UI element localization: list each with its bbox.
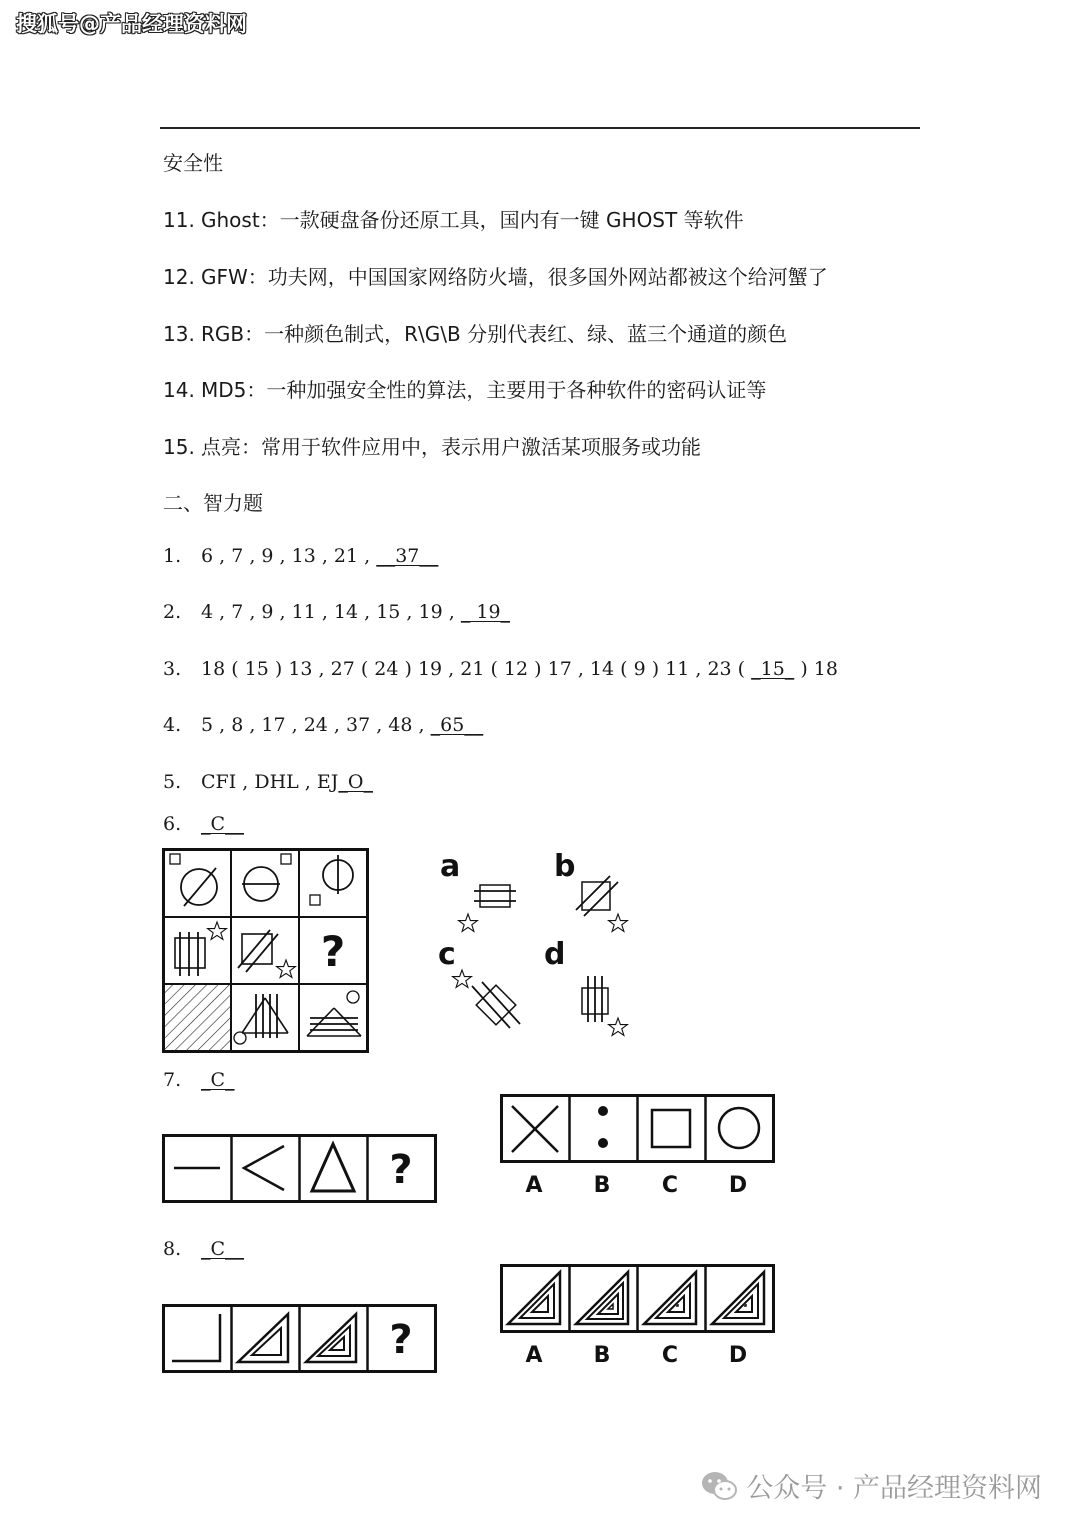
puzzle-6-label: 6. _C__ (163, 813, 245, 835)
option-C-label: C (661, 1343, 679, 1368)
puzzle-8-label: 8. _C__ (163, 1238, 245, 1260)
question-mark: ? (389, 1317, 413, 1363)
puzzle-6-options (432, 846, 642, 1042)
puzzle-8-options (500, 1264, 776, 1370)
option-d-label: d (544, 937, 566, 972)
puzzle-item: 2. 4 , 7 , 9 , 11 , 14 , 15 , 19 , _ 19_ (163, 601, 511, 623)
term-item: 13. RGB：一种颜色制式，R\G\B 分别代表红、绿、蓝三个通道的颜色 (163, 322, 788, 346)
puzzle-item: 1. 6 , 7 , 9 , 13 , 21 , __37__ (163, 545, 439, 567)
puzzle-7-options (500, 1094, 776, 1200)
option-B-label: B (593, 1343, 611, 1368)
section-title-puzzles: 二、智力题 (163, 491, 263, 515)
option-b-label: b (554, 849, 576, 884)
option-C-label: C (661, 1173, 679, 1198)
puzzle-8-sequence (162, 1304, 438, 1374)
option-A-label: A (525, 1343, 543, 1368)
option-c-label: c (438, 937, 456, 972)
section-title-security: 安全性 (163, 151, 223, 175)
puzzle-6-grid (162, 848, 370, 1054)
option-A-label: A (525, 1173, 543, 1198)
puzzle-item: 4. 5 , 8 , 17 , 24 , 37 , 48 , _65__ (163, 714, 484, 736)
term-item: 14. MD5：一种加强安全性的算法，主要用于各种软件的密码认证等 (163, 378, 767, 402)
divider (160, 127, 920, 129)
term-item: 11. Ghost：一款硬盘备份还原工具，国内有一键 GHOST 等软件 (163, 208, 744, 232)
puzzle-item: 5. CFI , DHL , EJ_O_ (163, 771, 373, 793)
term-item: 15. 点亮：常用于软件应用中，表示用户激活某项服务或功能 (163, 435, 701, 459)
question-mark: ? (389, 1147, 413, 1193)
option-D-label: D (728, 1343, 748, 1368)
puzzle-7-label: 7. _C_ (163, 1069, 235, 1091)
puzzle-item: 3. 18 ( 15 ) 13 , 27 ( 24 ) 19 , 21 ( 12 ) 17 , 14 ( 9 ) 11 , 23 ( _15_ ) 18 (163, 658, 838, 680)
option-B-label: B (593, 1173, 611, 1198)
footer-text: 公众号 · 产品经理资料网 (746, 1473, 1042, 1504)
footer-watermark (700, 1466, 1042, 1505)
option-a-label: a (440, 849, 461, 884)
option-D-label: D (728, 1173, 748, 1198)
watermark-top: 搜狐号@产品经理资料网 (16, 12, 247, 36)
wechat-icon (700, 1470, 738, 1502)
puzzle-7-sequence (162, 1134, 438, 1204)
term-item: 12. GFW：功夫网，中国国家网络防火墙，很多国外网站都被这个给河蟹了 (163, 265, 828, 289)
question-mark: ? (320, 927, 346, 976)
